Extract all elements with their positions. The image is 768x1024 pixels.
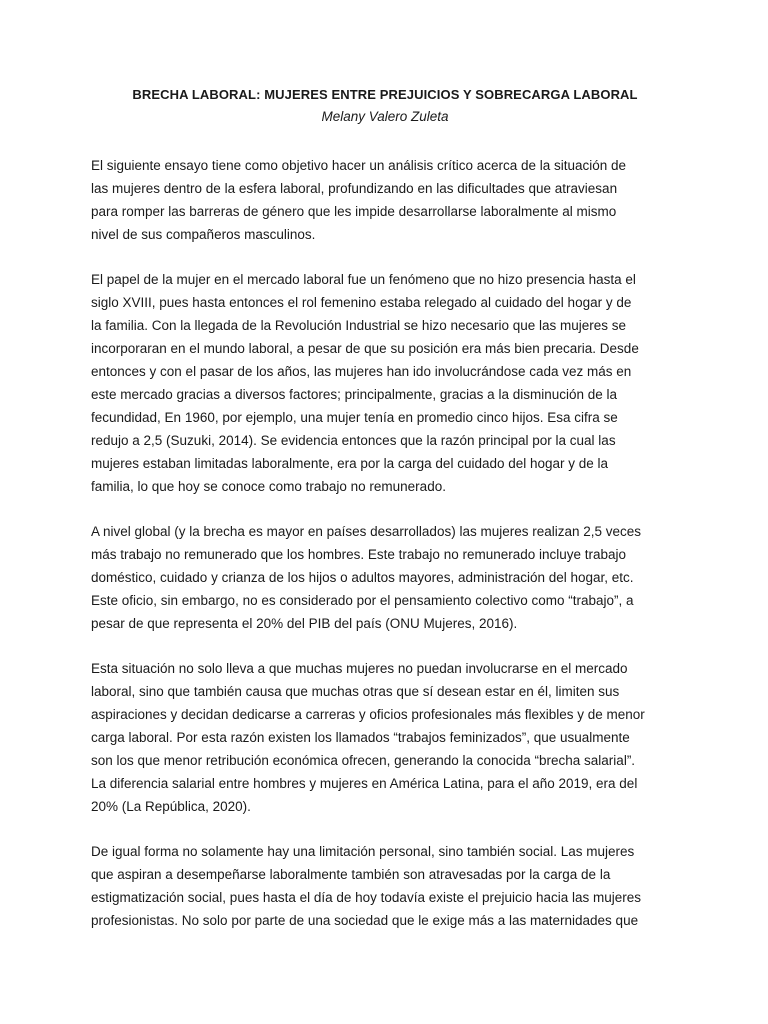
text-line: Esta situación no solo lleva a que muchas mujeres no puedan involucrarse en el mercado [91,661,628,676]
text-line: aspiraciones y decidan dedicarse a carreras y oficios profesionales más flexibles y de menor [91,707,645,722]
text-line: la familia. Con la llegada de la Revolución Industrial se hizo necesario que las mujeres se [91,318,627,333]
paragraph-list [91,154,679,932]
document-title: BRECHA LABORAL: MUJERES ENTRE PREJUICIOS Y SOBRECARGA LABORAL [132,87,638,102]
text-line: carga laboral. Por esta razón existen los llamados “trabajos feminizados”, que usualmente [91,730,630,745]
text-line: son los que menor retribución económica ofrecen, generando la conocida “brecha salarial”. [91,753,636,768]
text-line: El papel de la mujer en el mercado laboral fue un fenómeno que no hizo presencia hasta el [91,272,636,287]
text-line: A nivel global (y la brecha es mayor en países desarrollados) las mujeres realizan 2,5 veces [91,524,642,539]
text-line: laboral, sino que también causa que muchas otras que sí desean estar en él, limiten sus [91,684,620,699]
paragraph [91,520,679,635]
text-line: las mujeres dentro de la esfera laboral, profundizando en las dificultades que atraviesan [91,181,618,196]
text-line: más trabajo no remunerado que los hombres. Este trabajo no remunerado incluye trabajo [91,547,627,562]
text-line: 20% (La República, 2020). [91,799,251,814]
text-line: La diferencia salarial entre hombres y mujeres en América Latina, para el año 2019, era del [91,776,638,791]
text-line: entonces y con el pasar de los años, las mujeres han ido involucrándose cada vez más en [91,364,632,379]
text-line: siglo XVIII, pues hasta entonces el rol femenino estaba relegado al cuidado del hogar y de [91,295,632,310]
text-line: estigmatización social, pues hasta el día de hoy todavía existe el prejuicio hacia las mujeres [91,890,642,905]
text-line: Este oficio, sin embargo, no es considerado por el pensamiento colectivo como “trabajo”, a [91,593,634,608]
text-line: nivel de sus compañeros masculinos. [91,227,316,242]
document-author: Melany Valero Zuleta [321,109,449,124]
paragraph [91,657,679,818]
paragraph [91,268,679,498]
text-line: doméstico, cuidado y crianza de los hijos o adultos mayores, administración del hogar, etc. [91,570,634,585]
document-body [91,84,679,954]
text-line: familia, lo que hoy se conoce como trabajo no remunerado. [91,479,446,494]
text-line: para romper las barreras de género que les impide desarrollarse laboralmente al mismo [91,204,617,219]
text-line: profesionistas. No solo por parte de una sociedad que le exige más a las maternidades que [91,913,639,928]
text-line: pesar de que representa el 20% del PIB del país (ONU Mujeres, 2016). [91,616,518,631]
text-line: que aspiran a desempeñarse laboralmente también son atravesadas por la carga de la [91,867,611,882]
text-line: este mercado gracias a diversos factores; principalmente, gracias a la disminución de la [91,387,618,402]
paragraph [91,154,679,246]
text-line: redujo a 2,5 (Suzuki, 2014). Se evidencia entonces que la razón principal por la cual las [91,433,616,448]
text-line: mujeres estaban limitadas laboralmente, era por la carga del cuidado del hogar y de la [91,456,609,471]
text-line: De igual forma no solamente hay una limitación personal, sino también social. Las mujeres [91,844,635,859]
paragraph [91,840,679,932]
text-line: incorporaran en el mundo laboral, a pesar de que su posición era más bien precaria. Desde [91,341,639,356]
text-line: El siguiente ensayo tiene como objetivo hacer un análisis crítico acerca de la situación de [91,158,627,173]
text-line: fecundidad, En 1960, por ejemplo, una mujer tenía en promedio cinco hijos. Esa cifra se [91,410,618,425]
